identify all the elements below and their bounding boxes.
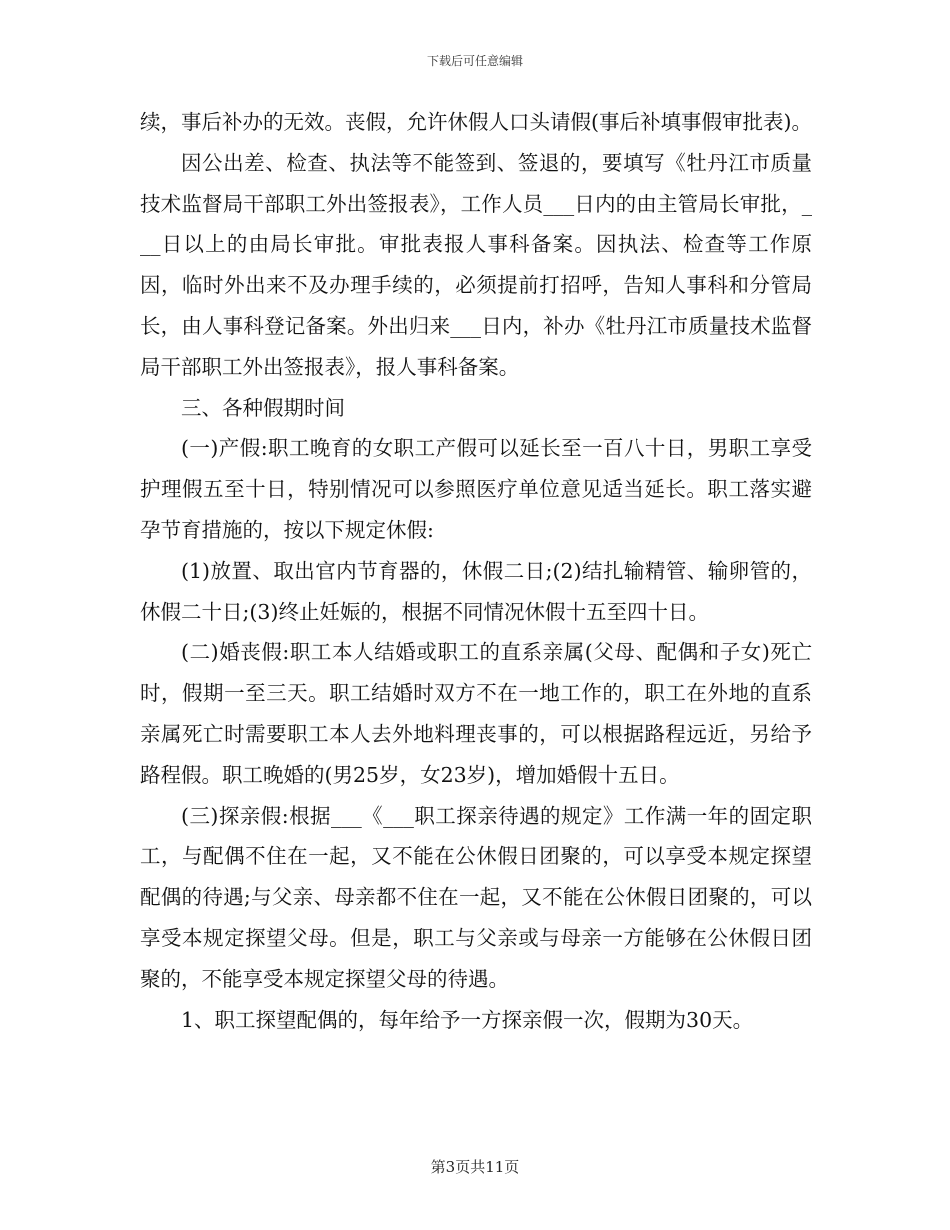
page-number: 第3页共11页 (430, 1158, 520, 1176)
paragraph-business-trip: 因公出差、检查、执法等不能签到、签退的，要填写《牡丹江市质量技术监督局干部职工外出签报表》，工作人员___日内的由主管局长审批，___日以上的由局长审批。审批表报人事科备案。因执法、检查等工作原因，临时外出来不及办理手续的，必须提前打招呼，告知人事科和分管局长，由人事科登记备案。外出归来___日内，补办《牡丹江市质量技术监督局干部职工外出签报表》，报人事科备案。 (140, 150, 812, 379)
paragraph-maternity-leave: (一)产假:职工晚育的女职工产假可以延长至一百八十日，男职工享受护理假五至十日，特别情况可以参照医疗单位意见适当延长。职工落实避孕节育措施的，按以下规定休假: (140, 436, 812, 542)
paragraph-continuation: 续，事后补办的无效。丧假，允许休假人口头请假(事后补填事假审批表)。 (140, 110, 812, 134)
page-header: 下载后可任意编辑 (426, 54, 523, 68)
paragraph-marriage-funeral-leave: (二)婚丧假:职工本人结婚或职工的直系亲属(父母、配偶和子女)死亡时，假期一至三天。职工结婚时双方不在一地工作的，职工在外地的直系亲属死亡时需要职工本人去外地料理丧事的，可以根据路程远近，另给予路程假。职工晚婚的(男25岁，女23岁)，增加婚假十五日。 (140, 640, 812, 787)
paragraph-family-visit-leave: (三)探亲假:根据___《___职工探亲待遇的规定》工作满一年的固定职工，与配偶不住在一起，又不能在公休假日团聚的，可以享受本规定探望配偶的待遇;与父亲、母亲都不住在一起，又不能在公休假日团聚的，可以享受本规定探望父母。但是，职工与父亲或与母亲一方能够在公休假日团聚的，不能享受本规定探望父母的待遇。 (140, 803, 812, 991)
paragraph-contraception-leave: (1)放置、取出官内节育器的，休假二日;(2)结扎输精管、输卵管的，休假二十日;(3)终止妊娠的，根据不同情况休假十五至四十日。 (140, 558, 812, 624)
paragraph-spouse-visit: 1、职工探望配偶的，每年给予一方探亲假一次，假期为30天。 (181, 1007, 754, 1032)
document-body (140, 102, 812, 1040)
section-heading-leave-time: 三、各种假期时间 (181, 395, 345, 420)
